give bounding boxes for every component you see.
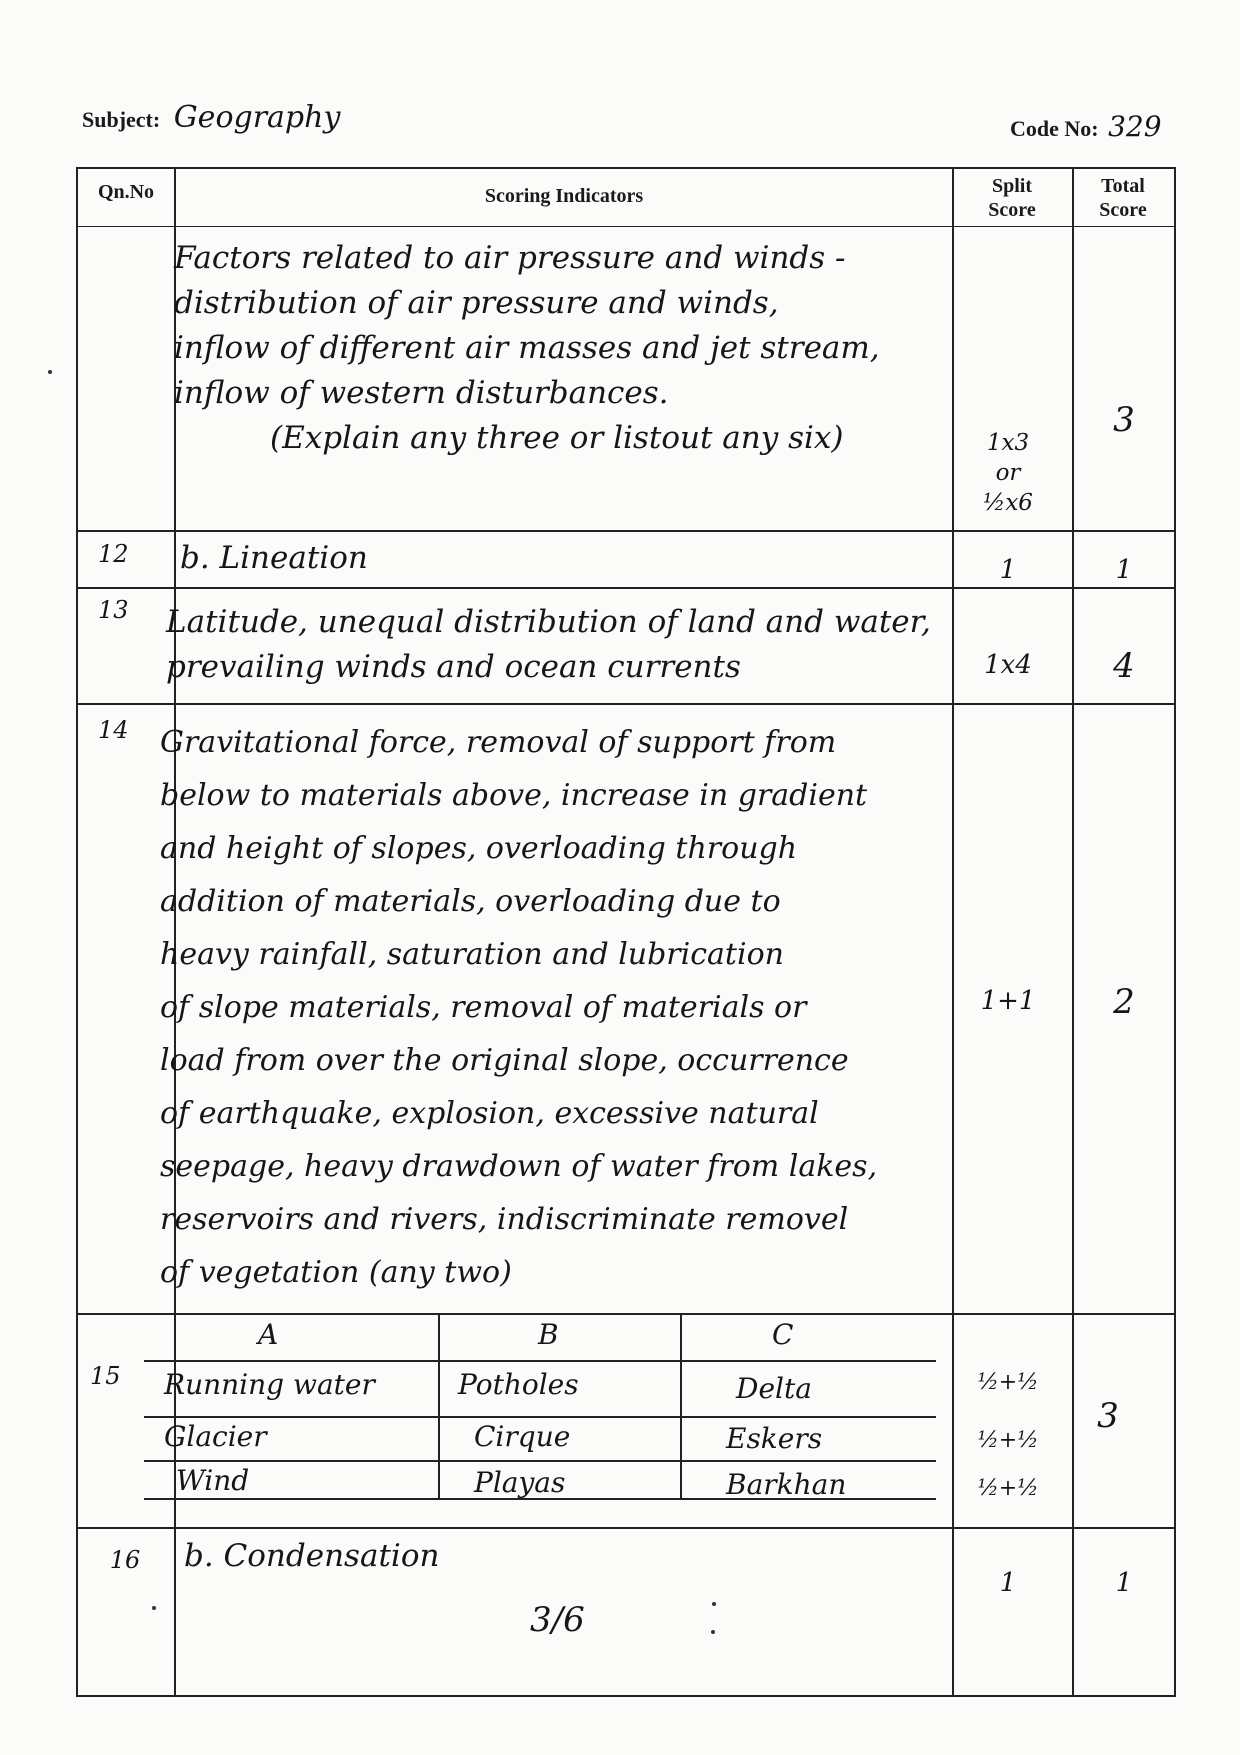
row-15-split: ½+½ (977, 1476, 1039, 1501)
total-column-divider (1072, 167, 1074, 1697)
text-line: seepage, heavy drawdown of water from lakes, (160, 1149, 878, 1184)
text-line: (Explain any three or listout any six) (270, 420, 844, 456)
text-line: of slope materials, removal of materials or (160, 990, 807, 1025)
match-cell: Barkhan (726, 1468, 847, 1501)
row-11-split (958, 428, 1058, 518)
text-line: below to materials above, increase in gradient (160, 778, 868, 813)
row-15-qn: 15 (90, 1362, 121, 1390)
scan-speck (711, 1630, 715, 1634)
row-16-total: 1 (1115, 1568, 1133, 1598)
split-value: or (995, 460, 1021, 486)
row-separator (76, 1527, 1176, 1529)
text-line: and height of slopes, overloading through (160, 831, 798, 866)
row-separator (76, 1313, 1176, 1315)
match-row-divider (144, 1416, 936, 1418)
match-row-divider (144, 1360, 936, 1362)
page-number: 3/6 (530, 1600, 585, 1640)
table-top-border (76, 167, 1176, 169)
row-14-total: 2 (1113, 982, 1135, 1022)
text-line: reservoirs and rivers, indiscriminate removel (160, 1202, 849, 1237)
match-cell: Glacier (164, 1420, 267, 1453)
text-line: prevailing winds and ocean currents (166, 649, 741, 685)
text-line: distribution of air pressure and winds, (174, 285, 779, 321)
row-16-split: 1 (999, 1568, 1017, 1598)
text-line: Latitude, unequal distribution of land and water, (166, 604, 931, 640)
table-bottom-border (76, 1695, 1176, 1697)
header-split: Split Score (988, 175, 1036, 221)
row-16-qn: 16 (109, 1546, 141, 1574)
match-cell: Playas (474, 1466, 566, 1499)
text-line: heavy rainfall, saturation and lubrication (160, 937, 784, 972)
text-line: of earthquake, explosion, excessive natural (160, 1096, 819, 1131)
row-14-qn: 14 (98, 716, 129, 744)
text-line: addition of materials, overloading due to (160, 884, 781, 919)
row-separator (76, 530, 1176, 532)
text-line: Factors related to air pressure and winds - (174, 240, 846, 276)
text-line: inflow of western disturbances. (174, 375, 669, 411)
row-13-split: 1x4 (984, 650, 1032, 680)
split-value: ½x6 (983, 490, 1033, 516)
row-separator (76, 703, 1176, 705)
row-12-split: 1 (999, 555, 1017, 585)
row-12-total: 1 (1115, 555, 1133, 585)
row-11-indicators (174, 236, 950, 461)
code-value: 329 (1108, 110, 1162, 143)
match-col-divider (680, 1313, 682, 1499)
row-11-total: 3 (1113, 400, 1135, 440)
row-14-indicators (160, 716, 956, 1299)
code-line (1010, 110, 1162, 143)
code-label: Code No: (1010, 116, 1099, 141)
subject-label: Subject: (82, 107, 161, 132)
text-line: Gravitational force, removal of support from (160, 725, 837, 760)
subject-line (82, 100, 340, 135)
row-12-qn: 12 (98, 540, 129, 568)
header-separator (76, 226, 1176, 227)
table-left-border (76, 167, 78, 1697)
match-row-divider (144, 1460, 936, 1462)
row-15-split: ½+½ (977, 1428, 1039, 1453)
header-indicators: Scoring Indicators (484, 185, 644, 207)
row-separator (76, 587, 1176, 589)
row-15-split: ½+½ (977, 1370, 1039, 1395)
row-13-indicators (166, 600, 956, 690)
row-14-split: 1+1 (980, 986, 1036, 1016)
match-cell: Wind (176, 1464, 250, 1497)
match-cell: Eskers (726, 1422, 823, 1455)
scan-speck (712, 1602, 716, 1606)
match-header-b: B (538, 1318, 559, 1351)
subject-value: Geography (173, 100, 341, 135)
row-12-indicators: b. Lineation (180, 540, 368, 576)
text-line: of vegetation (any two) (160, 1255, 512, 1290)
match-header-a: A (258, 1318, 279, 1351)
match-cell: Running water (164, 1368, 375, 1401)
header-total: Total Score (1099, 175, 1147, 221)
match-header-c: C (772, 1318, 794, 1351)
row-16-indicators: b. Condensation (184, 1538, 440, 1574)
row-13-total: 4 (1113, 646, 1135, 686)
match-col-divider (438, 1313, 440, 1499)
header-qn: Qn.No (97, 181, 155, 203)
split-value: 1x3 (986, 430, 1030, 456)
scan-speck (48, 370, 52, 374)
row-15-total: 3 (1097, 1396, 1119, 1436)
match-cell: Delta (736, 1372, 812, 1405)
match-cell: Cirque (474, 1420, 571, 1453)
row-13-qn: 13 (98, 596, 129, 624)
scan-speck (152, 1606, 156, 1610)
text-line: load from over the original slope, occurrence (160, 1043, 849, 1078)
match-cell: Potholes (458, 1368, 579, 1401)
text-line: inflow of different air masses and jet stream, (174, 330, 880, 366)
table-right-border (1174, 167, 1176, 1697)
